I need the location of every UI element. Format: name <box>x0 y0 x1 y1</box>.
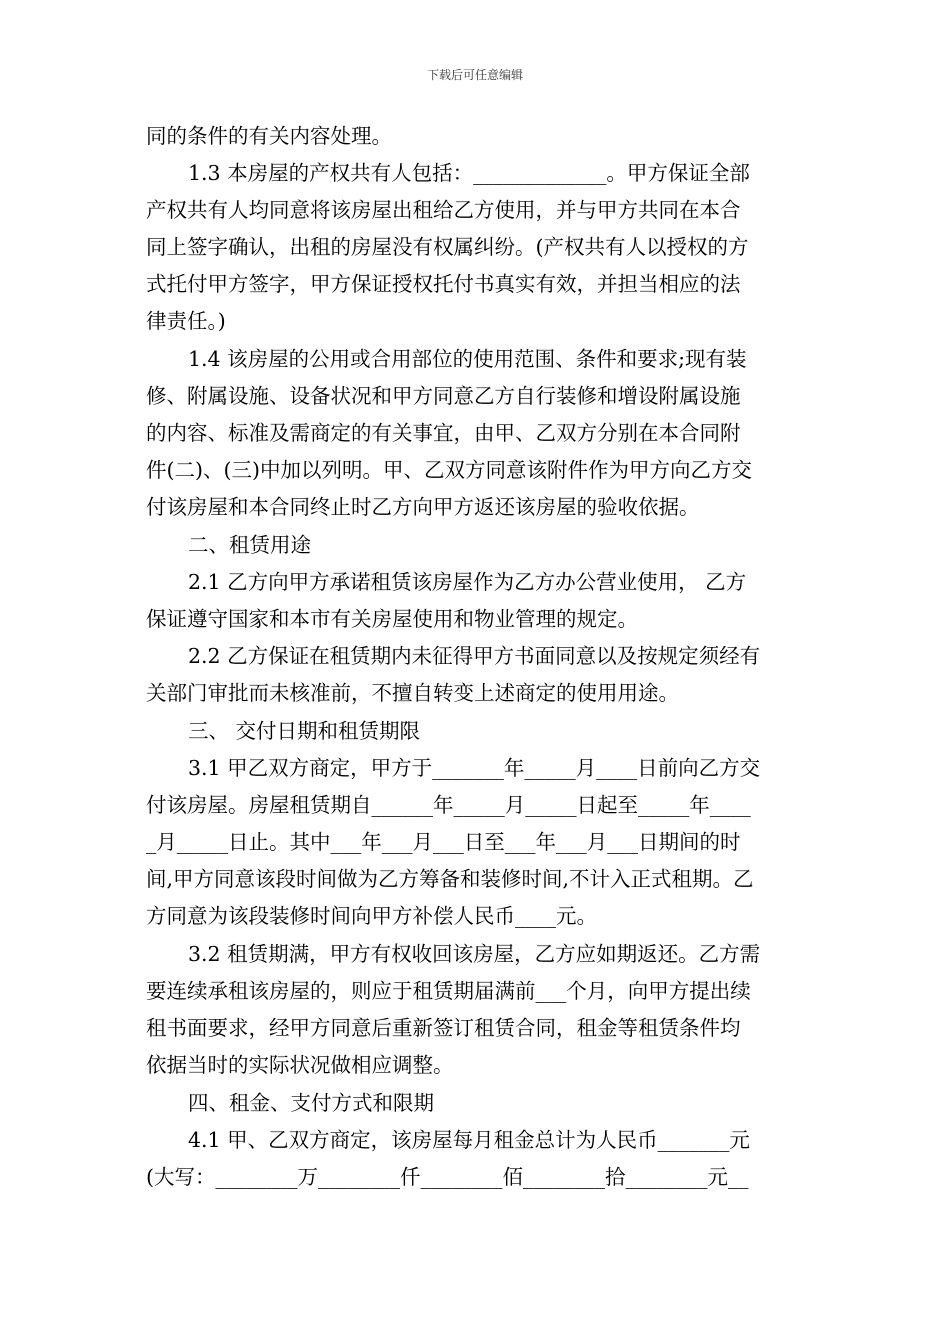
text-line: 付该房屋和本合同终止时乙方向甲方返还该房屋的验收依据。 <box>146 495 700 519</box>
section-heading-3: 三、 交付日期和租赁期限 <box>188 719 421 743</box>
page-header: 下载后可任意编辑 <box>426 68 523 82</box>
text-line: 依据当时的实际状况做相应调整。 <box>146 1053 454 1077</box>
text-line: 件(二)、(三)中加以列明。甲、乙双方同意该附件作为甲方向乙方交 <box>146 458 752 482</box>
clause-1-3: 1.3 本房屋的产权共有人包括：_____________。甲方保证全部 <box>188 161 750 185</box>
text-line: 产权共有人均同意将该房屋出租给乙方使用，并与甲方共同在本合 <box>146 198 741 222</box>
clause-3-2: 3.2 租赁期满，甲方有权收回该房屋，乙方应如期返还。乙方需 <box>188 942 761 966</box>
text-line: _月_____日止。其中___年___月___日至___年___月___日期间的时 <box>146 830 741 854</box>
section-heading-4: 四、租金、支付方式和限期 <box>188 1091 434 1115</box>
clause-4-1: 4.1 甲、乙双方商定，该房屋每月租金总计为人民币_______元 <box>188 1128 750 1152</box>
text-line: 租书面要求，经甲方同意后重新签订租赁合同，租金等租赁条件均 <box>146 1016 741 1040</box>
text-line: 要连续承租该房屋的，则应于租赁期届满前___个月，向甲方提出续 <box>146 979 751 1003</box>
clause-2-2: 2.2 乙方保证在租赁期内未征得甲方书面同意以及按规定须经有 <box>188 644 761 668</box>
text-line: 同的条件的有关内容处理。 <box>146 124 392 148</box>
clause-2-1: 2.1 乙方向甲方承诺租赁该房屋作为乙方办公营业使用， 乙方 <box>188 570 747 594</box>
section-heading-2: 二、租赁用途 <box>188 533 311 557</box>
text-line: 保证遵守国家和本市有关房屋使用和物业管理的规定。 <box>146 607 638 631</box>
text-line: 同上签字确认，出租的房屋没有权属纠纷。(产权共有人以授权的方 <box>146 235 749 259</box>
text-line: 关部门审批而未核准前，不擅自转变上述商定的使用用途。 <box>146 681 679 705</box>
text-line: 间,甲方同意该段时间做为乙方筹备和装修时间,不计入正式租期。乙 <box>146 867 754 891</box>
text-line: (大写：________万________仟________佰________拾________元__ <box>146 1165 749 1189</box>
clause-3-1: 3.1 甲乙双方商定，甲方于_______年_____月____日前向乙方交 <box>188 756 761 780</box>
text-line: 律责任。) <box>146 309 226 333</box>
clause-1-4: 1.4 该房屋的公用或合用部位的使用范围、条件和要求;现有装 <box>188 347 747 371</box>
text-line: 付该房屋。房屋租赁期自______年_____月_____日起至_____年____ <box>146 793 751 817</box>
text-line: 方同意为该段装修时间向甲方补偿人民币____元。 <box>146 904 597 928</box>
text-line: 式托付甲方签字，甲方保证授权托付书真实有效，并担当相应的法 <box>146 272 741 296</box>
text-line: 的内容、标准及需商定的有关事宜，由甲、乙双方分别在本合同附 <box>146 421 741 445</box>
text-line: 修、附属设施、设备状况和甲方同意乙方自行装修和增设附属设施 <box>146 384 741 408</box>
